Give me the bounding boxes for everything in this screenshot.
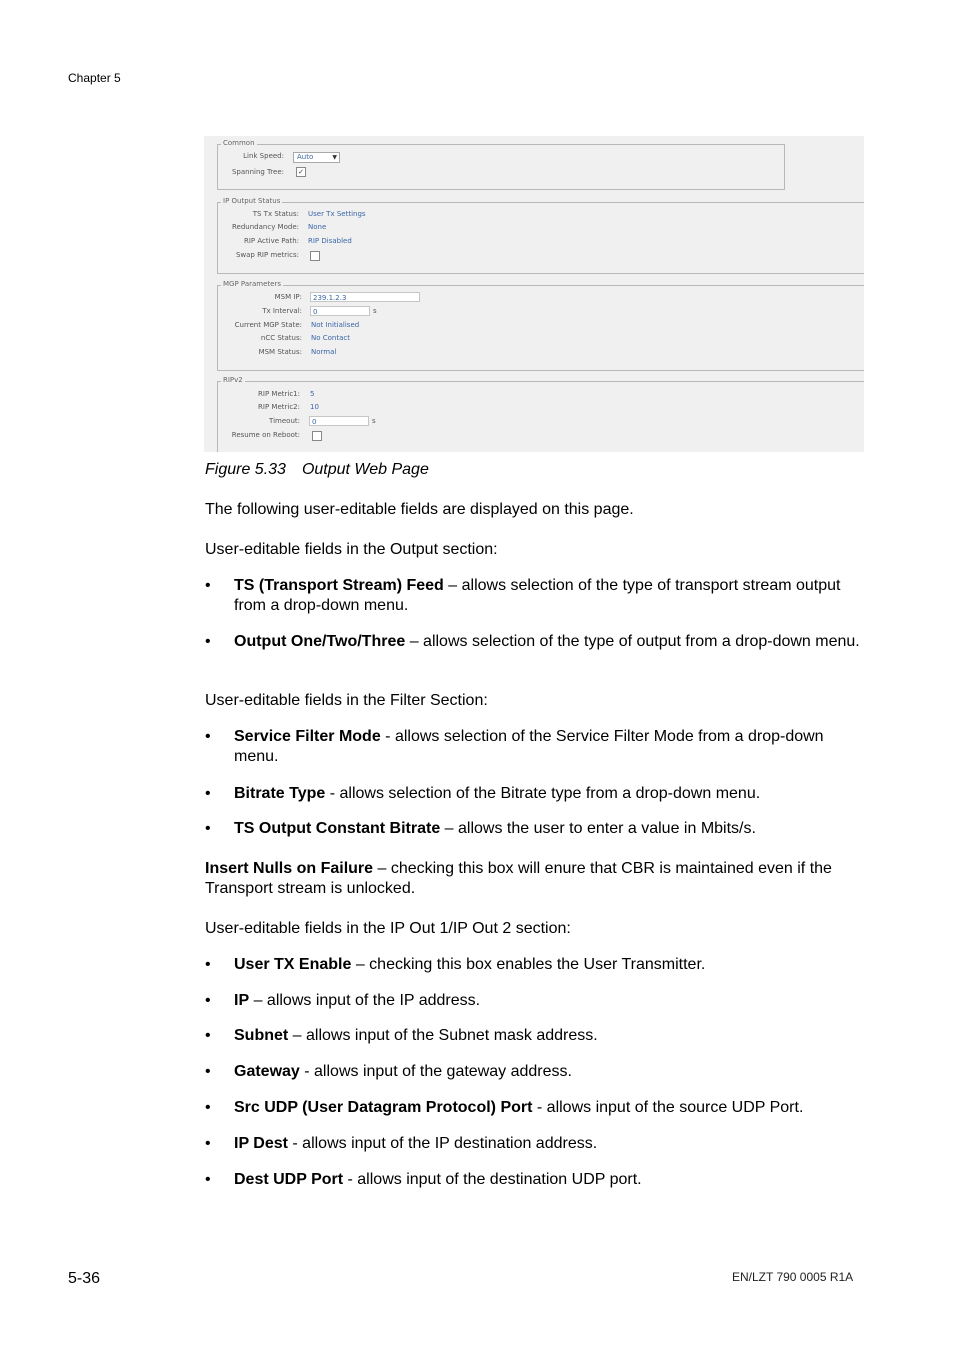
list-item-term: Service Filter Mode [234, 728, 381, 745]
list-item-term: Output One/Two/Three [234, 633, 406, 650]
timeout-label: Timeout: [269, 417, 300, 425]
ncc-status-label: nCC Status: [260, 334, 302, 342]
list-item-desc: - allows selection of the Bitrate type from a drop-down menu. [325, 785, 761, 802]
list-item-desc: – allows the user to enter a value in Mbits/s. [440, 820, 756, 837]
list-item-term: TS (Transport Stream) Feed [234, 577, 444, 594]
ripv2-legend: RIPv2 [223, 376, 243, 384]
list-item-desc: – checking this box enables the User Transmitter. [351, 956, 706, 973]
list-item-term: IP Dest [234, 1135, 288, 1152]
list-item-desc: - allows input of the gateway address. [299, 1063, 572, 1080]
bullet-icon: • [205, 992, 211, 1009]
bullet-icon: • [205, 1171, 211, 1188]
list-item-desc: – allows selection of the type of transport stream output from a drop-down menu. [234, 577, 841, 614]
redundancy-mode-label: Redundancy Mode: [232, 223, 299, 231]
page-number: 5-36 [68, 1270, 101, 1287]
swap-rip-metrics-label: Swap RIP metrics: [235, 251, 299, 259]
output-web-page-screenshot [204, 136, 864, 452]
tx-interval-label: Tx Interval: [262, 307, 302, 315]
ts-tx-status-label: TS Tx Status: [252, 210, 299, 218]
rip-metric2-value: 10 [310, 403, 319, 411]
bullet-icon: • [205, 633, 211, 650]
intro-paragraph: The following user-editable fields are displayed on this page. [205, 501, 634, 518]
ip-output-status-legend: IP Output Status [223, 197, 281, 205]
insert-nulls-paragraph [205, 859, 865, 899]
bullet-icon: • [205, 577, 211, 594]
list-item-term: Gateway [234, 1063, 300, 1080]
list-item-term: Subnet [234, 1027, 289, 1044]
bullet-icon: • [205, 728, 211, 745]
list-item-desc: - allows input of the IP destination address. [287, 1135, 598, 1152]
document-reference: EN/LZT 790 0005 R1A [732, 1270, 854, 1284]
msm-ip-label: MSM IP: [274, 293, 302, 301]
redundancy-mode-value: None [308, 223, 327, 231]
current-mgp-state-value: Not Initialised [311, 321, 360, 329]
spanning-tree-label: Spanning Tree: [231, 168, 284, 176]
bullet-icon: • [205, 1027, 211, 1044]
msm-status-value: Normal [311, 348, 337, 356]
ts-tx-status-value: User Tx Settings [308, 210, 366, 218]
chevron-down-icon: ▼ [332, 154, 337, 161]
timeout-input[interactable]: 0 [309, 416, 369, 426]
common-legend: Common [223, 139, 255, 147]
tx-interval-input[interactable]: 0 [310, 306, 370, 316]
list-item-term: Bitrate Type [234, 785, 326, 802]
insert-nulls-term: Insert Nulls on Failure [205, 860, 374, 877]
bullet-icon: • [205, 820, 211, 837]
rip-metric1-value: 5 [310, 390, 315, 398]
list-item-term: Dest UDP Port [234, 1171, 344, 1188]
link-speed-select[interactable] [293, 152, 340, 163]
list-item-term: IP [234, 992, 250, 1009]
list-item-term: TS Output Constant Bitrate [234, 820, 441, 837]
chapter-header: Chapter 5 [68, 71, 121, 85]
list-item-desc: – allows input of the Subnet mask address. [288, 1027, 598, 1044]
link-speed-label: Link Speed: [243, 152, 284, 160]
bullet-icon: • [205, 1099, 211, 1116]
filter-section-heading: User-editable fields in the Filter Section: [205, 692, 488, 709]
timeout-unit: s [372, 417, 376, 425]
list-item-desc: - allows selection of the Service Filter Mode from a drop-down menu. [234, 728, 824, 765]
ncc-status-value: No Contact [311, 334, 350, 342]
rip-metric2-label: RIP Metric2: [258, 403, 300, 411]
bullet-icon: • [205, 956, 211, 973]
resume-on-reboot-label: Resume on Reboot: [231, 431, 300, 439]
rip-metric1-label: RIP Metric1: [258, 390, 300, 398]
figure-caption: Figure 5.33 Output Web Page [205, 461, 429, 478]
output-section-heading: User-editable fields in the Output section: [205, 541, 498, 558]
rip-active-path-value: RIP Disabled [308, 237, 352, 245]
spanning-tree-checkbox[interactable]: ✓ [296, 167, 306, 177]
list-item-term: Src UDP (User Datagram Protocol) Port [234, 1099, 533, 1116]
msm-status-label: MSM Status: [258, 348, 302, 356]
bullet-icon: • [205, 1063, 211, 1080]
list-item-desc: - allows input of the source UDP Port. [532, 1099, 804, 1116]
list-item-term: User TX Enable [234, 956, 352, 973]
msm-ip-input[interactable]: 239.1.2.3 [310, 292, 420, 302]
insert-nulls-desc: – checking this box will enure that CBR is maintained even if the Transport stream is unlocked. [205, 860, 832, 897]
list-item-desc: - allows input of the destination UDP port. [343, 1171, 642, 1188]
swap-rip-metrics-checkbox[interactable] [310, 251, 320, 261]
rip-active-path-label: RIP Active Path: [244, 237, 299, 245]
tx-interval-unit: s [373, 307, 377, 315]
link-speed-value: Auto [297, 153, 314, 161]
mgp-parameters-legend: MGP Parameters [223, 280, 281, 288]
bullet-icon: • [205, 1135, 211, 1152]
ipout-section-heading: User-editable fields in the IP Out 1/IP Out 2 section: [205, 920, 571, 937]
bullet-icon: • [205, 785, 211, 802]
resume-on-reboot-checkbox[interactable] [312, 431, 322, 441]
current-mgp-state-label: Current MGP State: [234, 321, 302, 329]
list-item-desc: – allows input of the IP address. [249, 992, 481, 1009]
list-item-desc: – allows selection of the type of output from a drop-down menu. [405, 633, 860, 650]
